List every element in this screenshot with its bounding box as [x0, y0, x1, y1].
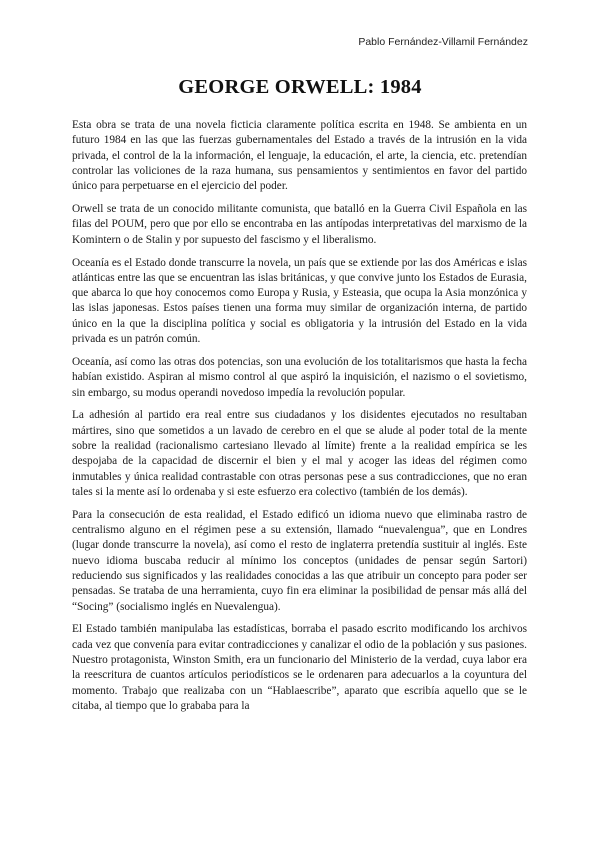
document-body — [72, 118, 527, 722]
paragraph: Oceanía, así como las otras dos potencias, son una evolución de los totalitarismos que hasta la fecha habían existido. Aspiran al mismo control al que aspiró la inquisición, el nazismo o el sovietismo, sin embargo, su modus operandi novedoso impedía la revolución popular. — [72, 355, 527, 399]
paragraph: Oceanía es el Estado donde transcurre la novela, un país que se extiende por las dos Américas e islas atlánticas entre las que se encuentran las islas británicas, y que convive junto los Estados de Eurasia, que abarca lo que hoy conocemos como Europa y Rusia, y Esteasia, que ocupa la Asia monzónica y las islas japonesas. Estos países tienen una forma muy similar de organización interna, de partido único en la que la disciplina política y social es obligatoria y la intrusión del Estado en la vida privada es un patrón común. — [72, 256, 527, 346]
paragraph: El Estado también manipulaba las estadísticas, borraba el pasado escrito modificando los archivos cada vez que convenía para evitar contradicciones y canalizar el odio de la población y sus pasiones. Nuestro protagonista, Winston Smith, era un funcionario del Ministerio de la verdad, cuya labor era la reescritura de cuantos artículos periodísticos se le ordenaren para adecuarlos a la coyuntura del momento. Trabajo que realizaba con un “Hablaescribe”, aparato que escribía aquello que se le citaba, al tiempo que lo grababa para la — [72, 623, 527, 712]
header-author: Pablo Fernández-Villamil Fernández — [358, 36, 528, 48]
paragraph: Orwell se trata de un conocido militante comunista, que batalló en la Guerra Civil Española en las filas del POUM, pero que por ello se encontraba en las antípodas interpretativas del marxismo de la Komintern o de Stalin y por supuesto del fascismo y el liberalismo. — [72, 203, 527, 246]
paragraph: Esta obra se trata de una novela ficticia claramente política escrita en 1948. Se ambienta en un futuro 1984 en las que las fuerzas gubernamentales del Estado a través de la intrusión en la vida privada, el control de la la información, el lenguaje, la educación, el arte, la ciencia, etc. pretendían controlar las voliciones de la raza humana, sus pensamientos y sentimientos en favor del partido único para perpetuarse en el ejercicio del poder. — [72, 119, 527, 193]
paragraph: La adhesión al partido era real entre sus ciudadanos y los disidentes ejecutados no resultaban mártires, sino que sometidos a un lavado de cerebro en el que se alude al poder total de la mente sobre la realidad (racionalismo cartesiano llevado al límite) frente a la realidad empírica se les despojaba de la capacidad de discernir el bien y el mal y acoger las ideas del régimen como inmutables y única realidad contrastable con otras personas pese a sus contradicciones, que no eran tales si la mente así lo ordenaba y si este esfuerzo era colectivo (también de los demás). — [72, 409, 527, 498]
document-title: GEORGE ORWELL: 1984 — [178, 76, 422, 98]
paragraph: Para la consecución de esta realidad, el Estado edificó un idioma nuevo que eliminaba rastro de centralismo alguno en el régimen pese a su extensión, llamado “nuevalengua”, que en Londres (lugar donde transcurre la novela), así como el resto de inglaterra pretendía sustituir al inglés. Este nuevo idioma buscaba reducir al mínimo los conceptos (unidades de pensar según Sartori) reduciendo sus significados y las realidades conocidas a las que atribuir un concepto para poder ser pensadas. Se trataba de una herramienta, cuyo fin era eliminar la posibilidad de pensar más allá del “Socing” (socialismo inglés en Nuevalengua). — [72, 508, 527, 613]
